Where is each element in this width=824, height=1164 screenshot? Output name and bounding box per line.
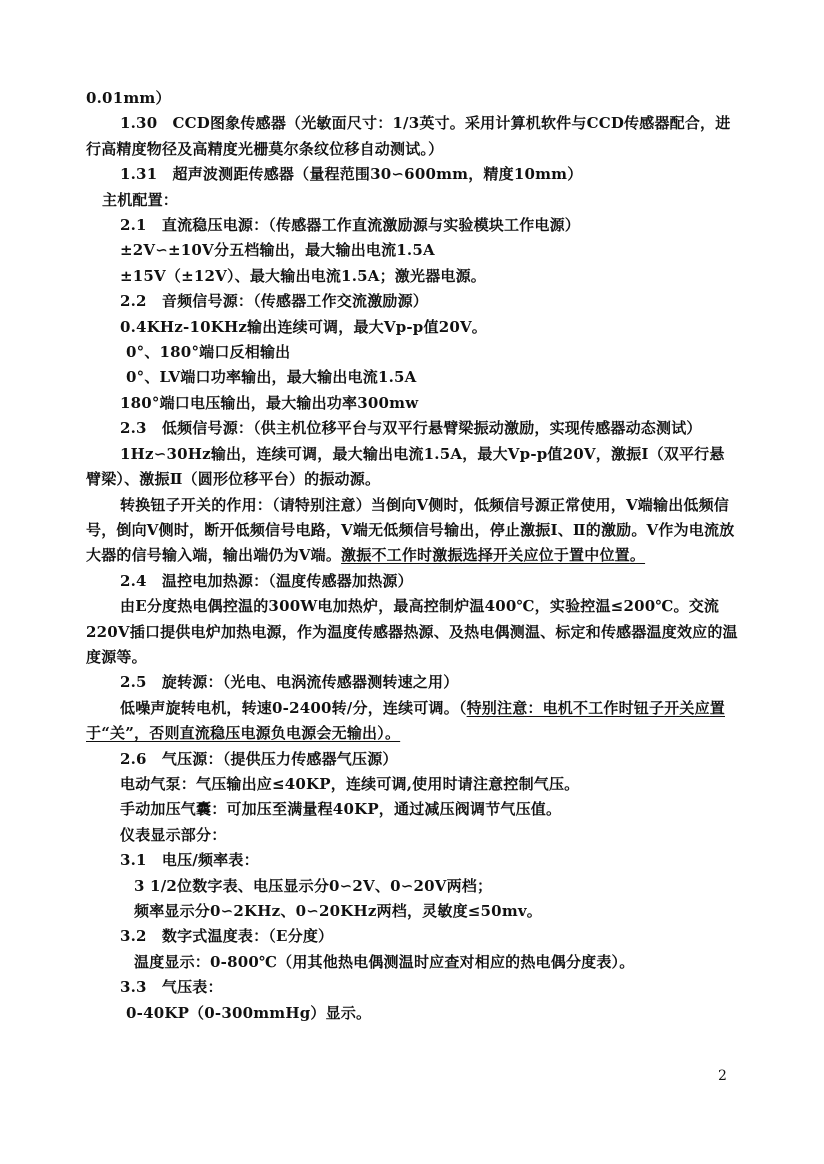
item-2-2: 2.2 音频信号源：（传感器工作交流激励源） <box>120 292 428 311</box>
text-line: 频率显示分0∽2KHz、0∽20KHz两档，灵敏度≤50mv。 <box>134 902 543 920</box>
underlined-note: 特别注意：电机不工作时钮子开关应置于“关”，否则直流稳压电源负电源会无输出）。 <box>86 698 725 743</box>
item-3-1: 3.1 电压/频率表： <box>120 851 259 870</box>
text-span: 端输出低频信号，倒向V <box>86 495 729 539</box>
item-2-1: 2.1 直流稳压电源：（传感器工作直流激励源与实验模块工作电源） <box>120 216 580 235</box>
item-1-30: 1.30 CCD图象传感器（光敏面尺寸：1/3英寸。采用计算机软件与CCD传感器配合，进行高精度物径及高精度光栅莫尔条纹位移自动测试。） <box>86 114 731 158</box>
text-span: 端无低频信号输出，停止激振Ⅰ、Ⅱ的激励。V <box>352 520 659 539</box>
section-heading-host-config: 主机配置： <box>102 190 179 209</box>
item-1-31: 1.31 超声波测距传感器（量程范围30∽600mm，精度10mm） <box>120 165 583 184</box>
text-line: 3 1/2位数字表、电压显示分0∽2V、0∽20V两档； <box>134 876 493 895</box>
document-body <box>86 86 738 1026</box>
text-line: 0.01mm） <box>86 89 171 107</box>
page-number: 2 <box>718 1068 727 1084</box>
text-line: 0°、LV端口功率输出，最大输出电流1.5A <box>126 368 417 387</box>
text-paragraph: 1Hz∽30Hz输出，连续可调，最大输出电流1.5A，最大Vp-p值20V，激振Ⅰ（双平行悬臂梁）、激振Ⅱ（圆形位移平台）的振动源。 <box>86 444 725 489</box>
section-heading-display: 仪表显示部分： <box>120 825 227 844</box>
text-paragraph: 由E分度热电偶控温的300W电加热炉，最高控制炉温400℃，实验控温≤200℃。交流220V插口提供电炉加热电源，作为温度传感器热源、及热电偶测温、标定和传感器温度效应的温度源等。 <box>86 597 738 666</box>
text-line: 0.4KHz-10KHz输出连续可调，最大Vp-p值20V。 <box>120 317 488 336</box>
text-line: 0-40KP（0-300mmHg）显示。 <box>126 1003 372 1022</box>
underlined-note: 激振不工作时激振选择开关应位于置中位置。 <box>341 546 646 565</box>
item-2-4: 2.4 温控电加热源：（温度传感器加热源） <box>120 571 413 590</box>
item-3-3: 3.3 气压表： <box>120 978 223 997</box>
item-2-5: 2.5 旋转源：（光电、电涡流传感器测转速之用） <box>120 673 459 692</box>
text-span: 作为电流放大器的信号输入端，输出端仍为V <box>86 520 735 565</box>
text-span: 低噪声旋转电机，转速0-2400转/分，连续可调。（ <box>120 698 467 717</box>
item-3-2: 3.2 数字式温度表：（E分度） <box>120 927 334 946</box>
text-span: 转换钮子开关的作用：（请特别注意）当倒向V <box>120 495 429 514</box>
item-2-3: 2.3 低频信号源：（供主机位移平台与双平行悬臂梁振动激励，实现传感器动态测试） <box>120 419 702 438</box>
text-line: 温度显示：0-800℃（用其他热电偶测温时应查对相应的热电偶分度表）。 <box>134 952 635 971</box>
motor-note-paragraph <box>86 696 738 747</box>
text-line: 180°端口电压输出，最大输出功率300mw <box>120 393 419 412</box>
text-span: 端。 <box>310 546 342 565</box>
text-span: 侧时，低频信号源正常使用，V <box>428 495 638 514</box>
text-line: ±2V∽±10V分五档输出，最大输出电流1.5A <box>120 241 435 260</box>
text-line: 0°、180°端口反相输出 <box>126 343 291 362</box>
item-2-6: 2.6 气压源：（提供压力传感器气压源） <box>120 749 398 768</box>
text-line: ±15V（±12V）、最大输出电流1.5A；激光器电源。 <box>120 266 486 285</box>
text-line: 手动加压气囊：可加压至满量程40KP，通过减压阀调节气压值。 <box>120 800 562 819</box>
switch-note-paragraph <box>86 493 738 569</box>
text-line: 电动气泵：气压输出应≤40KP，连续可调,使用时请注意控制气压。 <box>120 774 580 793</box>
text-span: 侧时，断开低频信号电路，V <box>158 520 353 539</box>
